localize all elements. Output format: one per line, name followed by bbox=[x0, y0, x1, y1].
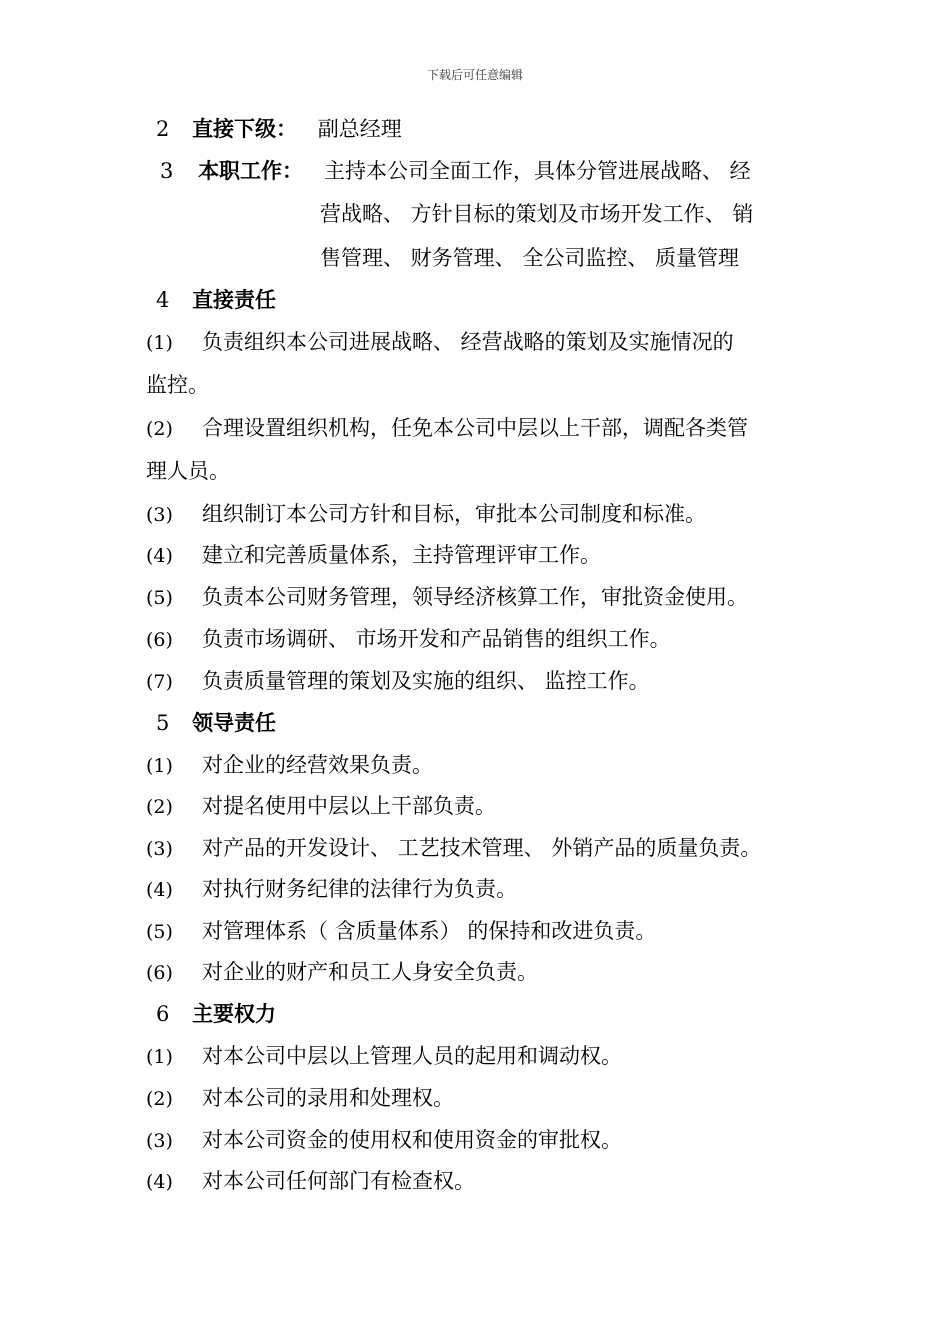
responsibility-item bbox=[146, 792, 496, 821]
responsibility-item bbox=[146, 875, 517, 904]
item-text: 负责市场调研、 市场开发和产品销售的组织工作。 bbox=[202, 627, 671, 651]
duty-item-continuation: 理人员。 bbox=[146, 459, 230, 483]
item-marker: (5) bbox=[146, 921, 173, 943]
item-marker: (2) bbox=[146, 418, 173, 440]
duty-item bbox=[146, 583, 748, 612]
section-5-number: 5 bbox=[156, 711, 170, 735]
item-marker: (5) bbox=[146, 587, 173, 609]
item-marker: (3) bbox=[146, 838, 173, 860]
section-6-title: 主要权力 bbox=[192, 1002, 277, 1026]
authority-item bbox=[146, 1126, 622, 1155]
item-marker: (4) bbox=[146, 1171, 173, 1193]
item-marker: (3) bbox=[146, 1130, 173, 1152]
section-6-heading bbox=[156, 1000, 276, 1028]
authority-item bbox=[146, 1042, 622, 1071]
item-marker: (6) bbox=[146, 629, 173, 651]
section-4-title: 直接责任 bbox=[192, 288, 277, 312]
item-marker: (1) bbox=[146, 755, 173, 777]
section-4-heading bbox=[156, 286, 276, 314]
section-5-heading bbox=[156, 709, 276, 737]
responsibility-item bbox=[146, 751, 433, 780]
responsibility-item bbox=[146, 834, 761, 863]
section-3-label: 本职工作： bbox=[198, 159, 304, 183]
duty-item bbox=[146, 541, 601, 570]
duty-item bbox=[146, 625, 671, 654]
item-marker: (2) bbox=[146, 1088, 173, 1110]
responsibility-item bbox=[146, 958, 538, 987]
item-text: 负责组织本公司进展战略、 经营战略的策划及实施情况的 bbox=[202, 330, 734, 354]
item-text: 负责本公司财务管理，领导经济核算工作，审批资金使用。 bbox=[202, 585, 748, 609]
item-marker: (4) bbox=[146, 545, 173, 567]
item-text: 对本公司中层以上管理人员的起用和调动权。 bbox=[202, 1044, 622, 1068]
item-text: 对执行财务纪律的法律行为负责。 bbox=[202, 877, 517, 901]
section-2-value: 副总经理 bbox=[317, 117, 402, 141]
section-5-title: 领导责任 bbox=[192, 711, 277, 735]
item-text: 对提名使用中层以上干部负责。 bbox=[202, 794, 496, 818]
item-marker: (7) bbox=[146, 671, 173, 693]
authority-item bbox=[146, 1167, 475, 1196]
item-text: 负责质量管理的策划及实施的组织、 监控工作。 bbox=[202, 669, 650, 693]
item-marker: (1) bbox=[146, 1046, 173, 1068]
section-3-number: 3 bbox=[160, 159, 174, 183]
duty-item-continuation: 监控。 bbox=[146, 373, 209, 397]
duty-item bbox=[146, 667, 650, 696]
responsibility-item bbox=[146, 917, 656, 946]
item-marker: (3) bbox=[146, 504, 173, 526]
duty-item bbox=[146, 414, 748, 443]
section-2-line bbox=[156, 115, 402, 143]
section-3-text-line-1: 主持本公司全面工作，具体分管进展战略、 经 bbox=[324, 159, 751, 183]
item-text: 对管理体系（ 含质量体系） 的保持和改进负责。 bbox=[202, 919, 657, 943]
section-3-line bbox=[160, 157, 303, 185]
duty-item bbox=[146, 500, 706, 529]
item-text: 对企业的财产和员工人身安全负责。 bbox=[202, 960, 538, 984]
item-text: 对产品的开发设计、 工艺技术管理、 外销产品的质量负责。 bbox=[202, 836, 762, 860]
item-text: 对本公司资金的使用权和使用资金的审批权。 bbox=[202, 1128, 622, 1152]
item-marker: (2) bbox=[146, 796, 173, 818]
section-3-text-line-3: 售管理、 财务管理、 全公司监控、 质量管理 bbox=[320, 246, 740, 270]
item-text: 对本公司任何部门有检查权。 bbox=[202, 1169, 475, 1193]
section-6-number: 6 bbox=[156, 1002, 170, 1026]
section-4-number: 4 bbox=[156, 288, 170, 312]
item-text: 合理设置组织机构，任免本公司中层以上干部，调配各类管 bbox=[202, 416, 748, 440]
item-text: 对本公司的录用和处理权。 bbox=[202, 1086, 454, 1110]
section-2-number: 2 bbox=[156, 117, 170, 141]
item-text: 组织制订本公司方针和目标，审批本公司制度和标准。 bbox=[202, 502, 706, 526]
item-marker: (1) bbox=[146, 332, 173, 354]
section-2-label: 直接下级： bbox=[192, 117, 298, 141]
item-text: 建立和完善质量体系，主持管理评审工作。 bbox=[202, 543, 601, 567]
page-header: 下载后可任意编辑 bbox=[426, 68, 523, 82]
authority-item bbox=[146, 1084, 454, 1113]
item-marker: (6) bbox=[146, 962, 173, 984]
item-text: 对企业的经营效果负责。 bbox=[202, 753, 433, 777]
item-marker: (4) bbox=[146, 879, 173, 901]
section-3-text-line-2: 营战略、 方针目标的策划及市场开发工作、 销 bbox=[320, 202, 754, 226]
duty-item bbox=[146, 328, 734, 357]
